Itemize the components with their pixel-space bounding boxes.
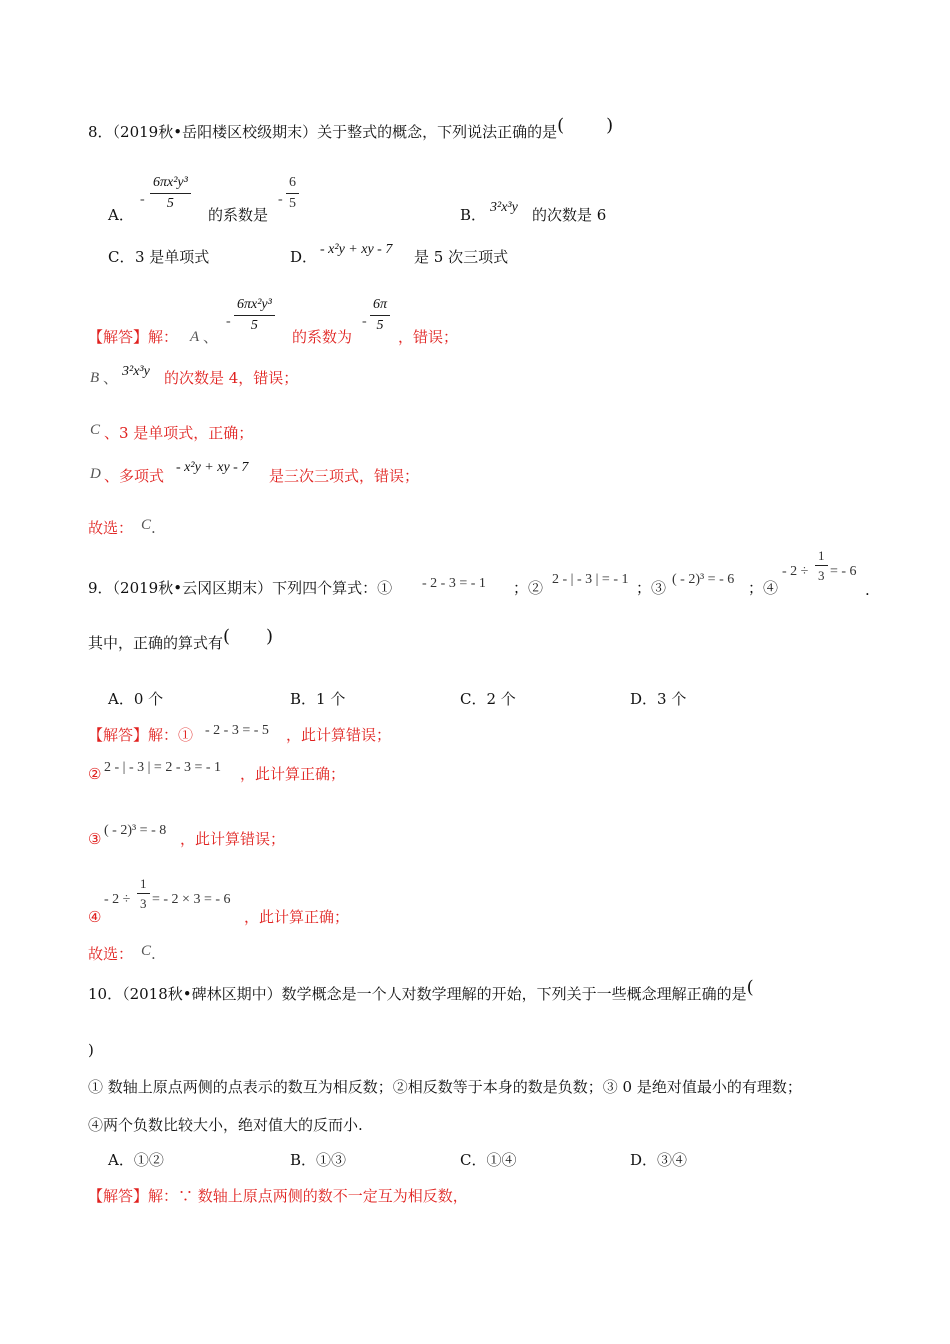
- q8-sol-a-val-minus: -: [362, 314, 367, 329]
- q10-option-b: B．①③: [290, 1151, 347, 1169]
- q8-sol-d-var: D: [90, 466, 101, 482]
- q9-option-b: B．1 个: [290, 690, 346, 708]
- q8-a-val-den: 5: [289, 196, 296, 211]
- q9-sol4-frac-wrap: [137, 877, 150, 910]
- q8-b-text: 的次数是 6: [532, 206, 607, 224]
- q8-sol-a-val-den: 5: [376, 318, 384, 333]
- q8-a-val-fraction: [286, 176, 299, 211]
- q8-sol-d-expression: - x²y + xy - 7: [176, 460, 249, 475]
- q9-sol1-text: ，此计算错误；: [286, 726, 392, 744]
- q9-expr-4-frac-wrap: [815, 549, 828, 582]
- q9-option-a: A．0 个: [108, 690, 164, 708]
- q9-option-c: C．2 个: [460, 690, 516, 708]
- q8-solution-tag: 【解答】: [88, 328, 149, 346]
- q8-a-frac-den: 5: [166, 196, 174, 211]
- q9-expr-4-den: 3: [818, 568, 825, 583]
- q9-expr-4-post: = - 6: [830, 564, 857, 579]
- q10-statement-line-2: ④两个负数比较大小，绝对值大的反而小.: [88, 1116, 363, 1134]
- q9-sol2-text: ，此计算正确；: [240, 765, 346, 783]
- q9-answer-value: C: [141, 943, 152, 959]
- q9-stem-pre: 9．（2019秋•云冈区期末）下列四个算式：①: [88, 579, 393, 597]
- q9-paren-close: ): [266, 626, 274, 647]
- q8-paren-close: ): [606, 115, 614, 136]
- q8-sol-a-var: A: [190, 329, 200, 345]
- q8-answer-end: .: [151, 519, 156, 537]
- q8-a-val-num: 6: [286, 176, 299, 194]
- q9-sol2-pre: ②: [88, 765, 102, 783]
- q9-stem-2: [88, 626, 274, 653]
- q9-sol3-pre: ③: [88, 830, 102, 848]
- q8-sol-a-mid: 的系数为: [292, 328, 353, 346]
- q9-stem-end: .: [865, 581, 870, 599]
- q8-d-expression: - x²y + xy - 7: [320, 242, 393, 257]
- q8-stem: [88, 115, 614, 142]
- q8-sol-d-pre: 、多项式: [104, 467, 165, 485]
- q8-b-expression: 3²x³y: [490, 200, 518, 215]
- q10-statement-line-1: ① 数轴上原点两侧的点表示的数互为相反数；②相反数等于本身的数是负数；③ 0 是绝对值最小的有理数；: [88, 1078, 802, 1096]
- q8-sol-a-frac-num: 6πx²y³: [234, 298, 275, 316]
- q9-sep-3: ；③: [636, 579, 667, 597]
- q8-a-expression: [150, 176, 191, 211]
- q10-paren-open: (: [746, 977, 754, 998]
- q9-expr-2: 2 - | - 3 | = - 1: [552, 572, 629, 587]
- q9-sol2-expr: 2 - | - 3 | = 2 - 3 = - 1: [104, 760, 222, 775]
- q8-answer-value: C: [141, 517, 152, 533]
- q8-a-frac-num: 6πx²y³: [150, 176, 191, 194]
- q9-stem-2-text: 其中，正确的算式有: [88, 634, 224, 652]
- q8-sol-a-val-fraction: [370, 298, 390, 333]
- q8-sol-b-text: 的次数是 4，错误；: [164, 369, 299, 387]
- q8-solution-line-a: [88, 327, 178, 347]
- q9-sol4-pre: ④: [88, 908, 102, 926]
- q8-answer: [88, 518, 156, 539]
- q10-paren-close: ): [88, 1041, 94, 1059]
- q8-option-d-label: D．: [290, 248, 318, 266]
- q8-option-c-label: C．: [108, 248, 135, 266]
- q8-answer-label: 故选：: [88, 519, 134, 537]
- q9-expr-4-num: 1: [815, 549, 828, 566]
- q10-option-c: C．①④: [460, 1151, 517, 1169]
- q10-stem: [88, 977, 754, 1004]
- q8-a-text: 的系数是: [208, 206, 269, 224]
- q8-sol-a-fraction: [234, 298, 275, 333]
- q9-expr-3: ( - 2)³ = - 6: [672, 572, 735, 587]
- q9-sep-2: ；②: [513, 579, 544, 597]
- q10-solution-tag: 【解答】: [88, 1187, 149, 1205]
- q9-sol4-num: 1: [137, 877, 150, 894]
- q8-sol-a-frac-den: 5: [250, 318, 258, 333]
- q9-sol3-text: ，此计算错误；: [180, 830, 286, 848]
- q8-solution-intro: 解：: [148, 328, 179, 346]
- q9-sol1-expr: - 2 - 3 = - 5: [205, 723, 269, 738]
- q8-sol-b-sep: 、: [103, 369, 119, 387]
- q9-solution-line-1: [88, 725, 193, 745]
- q10-option-d: D．③④: [630, 1151, 688, 1169]
- q9-sol4-text: ，此计算正确；: [244, 908, 350, 926]
- q9-expr-4-pre: - 2 ÷: [782, 564, 809, 579]
- q10-solution: [88, 1186, 468, 1206]
- q8-c-text: 3 是单项式: [135, 248, 210, 266]
- q8-sol-d-text: 是三次三项式，错误；: [269, 467, 420, 485]
- q9-sol4-den: 3: [140, 896, 147, 911]
- q8-option-a-label: A．: [108, 206, 134, 224]
- q9-sep-4: ；④: [748, 579, 779, 597]
- q8-a-fraction: [150, 176, 191, 211]
- q8-sol-a-sep: 、: [203, 328, 219, 346]
- q10-option-a: A．①②: [108, 1151, 164, 1169]
- q8-a-minus: -: [140, 192, 145, 207]
- q9-answer-label: 故选：: [88, 945, 134, 963]
- q8-a-val-minus: -: [278, 192, 283, 207]
- q9-option-d: D．3 个: [630, 690, 687, 708]
- q10-stem-text: 10．（2018秋•碑林区期中）数学概念是一个人对数学理解的开始，下列关于一些概念理解正确的是: [88, 985, 747, 1003]
- q8-sol-c-text: 、3 是单项式，正确；: [104, 424, 254, 442]
- q8-sol-a-expression: [234, 298, 275, 333]
- q9-expr-1: - 2 - 3 = - 1: [422, 576, 486, 591]
- q9-sol3-expr: ( - 2)³ = - 8: [104, 823, 167, 838]
- q8-option-b-label: B．: [460, 206, 487, 224]
- q9-solution-tag: 【解答】: [88, 726, 149, 744]
- q8-paren-open: (: [557, 115, 565, 136]
- q9-sol4-expr-pre: - 2 ÷: [104, 892, 131, 907]
- q8-sol-a-value: [370, 298, 390, 333]
- q8-a-value: [286, 176, 299, 211]
- q9-sol4-fraction: [137, 877, 150, 910]
- q9-answer: [88, 944, 156, 965]
- q9-expr-4-fraction: [815, 549, 828, 582]
- q8-sol-a-end: ，错误；: [398, 328, 459, 346]
- q8-sol-b-var: B: [90, 370, 100, 386]
- q8-stem-text: 8．（2019秋•岳阳楼区校级期末）关于整式的概念，下列说法正确的是: [88, 123, 558, 141]
- q9-answer-end: .: [151, 945, 156, 963]
- q8-sol-a-minus: -: [226, 314, 231, 329]
- q9-sol1-pre: 解：①: [148, 726, 194, 744]
- q8-sol-c-var: C: [90, 422, 101, 438]
- q8-sol-a-val-num: 6π: [370, 298, 390, 316]
- q8-d-text: 是 5 次三项式: [414, 248, 509, 266]
- q8-sol-b-expression: 3²x³y: [122, 364, 150, 379]
- q10-solution-text: 解：∵ 数轴上原点两侧的数不一定互为相反数，: [148, 1187, 468, 1205]
- q9-paren-open: (: [223, 626, 231, 647]
- q9-sol4-expr-post: = - 2 × 3 = - 6: [152, 892, 231, 907]
